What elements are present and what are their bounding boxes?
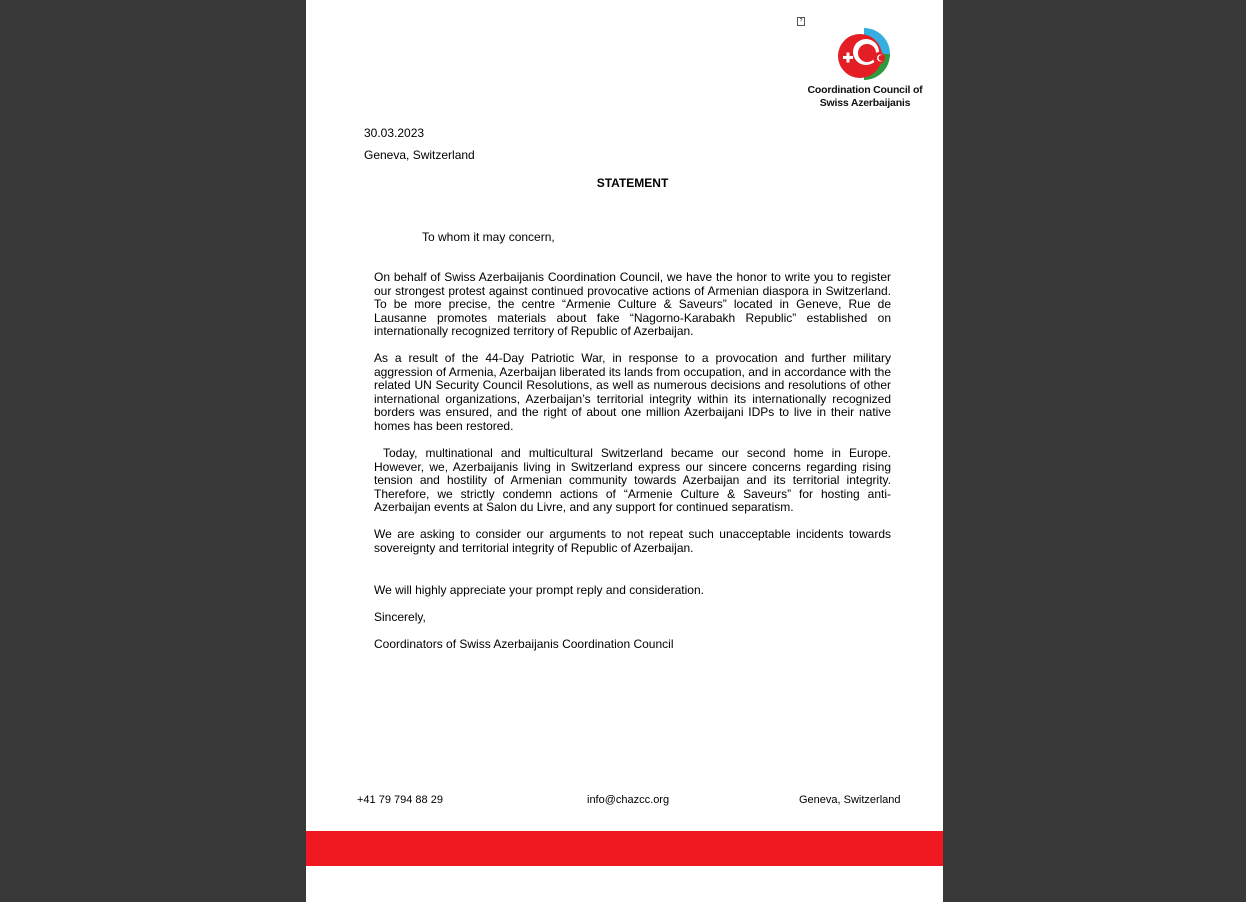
org-name-line1: Coordination Council of — [807, 84, 923, 96]
council-logo-icon — [834, 24, 894, 84]
viewer-background-left — [0, 0, 306, 902]
signature: Coordinators of Swiss Azerbaijanis Coordination Council — [374, 637, 674, 651]
org-name — [800, 84, 930, 110]
closing-line: We will highly appreciate your prompt reply and consideration. — [374, 583, 704, 597]
footer-email: info@chazcc.org — [587, 794, 670, 806]
paragraph-2: As a result of the 44-Day Patriotic War, in response to a provocation and further military aggression of Armenia, Azerbaijan liberated its lands from occupation, and in accordance with the related UN Security Council Resolutions, as well as numerous decisions and resolutions of other international organizations, Azerbaijan’s territorial integrity within its internationally recognized borders was ensured, and the right of about one million Azerbaijani IDPs to live in their native homes has been restored. — [374, 351, 891, 433]
footer-place: Geneva, Switzerland — [799, 794, 901, 806]
org-name-line2: Swiss Azerbaijanis — [819, 97, 911, 109]
document-page[interactable] — [306, 0, 943, 902]
viewer-background-right — [943, 0, 1246, 902]
footer-red-band — [306, 831, 943, 866]
page-title: STATEMENT — [596, 176, 669, 190]
paragraph-1: On behalf of Swiss Azerbaijanis Coordination Council, we have the honor to write you to register our strongest protest against continued provocative actions of Armenian diaspora in Switzerland. To be more precise, the centre “Armenie Culture & Saveurs” located in Geneve, Rue de Lausanne promotes materials about fake “Nagorno-Karabakh Republic” established on internationally recognized territory of Republic of Azerbaijan. — [374, 270, 891, 338]
salutation: To whom it may concern, — [422, 230, 555, 244]
footer-phone: +41 79 794 88 29 — [357, 794, 443, 806]
image-placeholder-icon: ? — [797, 17, 805, 26]
paragraph-4: We are asking to consider our arguments to not repeat such unacceptable incidents towards sovereignty and territorial integrity of Republic of Azerbaijan. — [374, 527, 891, 555]
paragraph-3: Today, multinational and multicultural Switzerland became our second home in Europe. However, we, Azerbaijanis living in Switzerland express our sincere concerns regarding rising tension and hostility of Armenian community towards Azerbaijan and its territorial integrity. Therefore, we strictly condemn actions of “Armenie Culture & Saveurs” for hosting anti-Azerbaijan events at Salon du Livre, and any support for continued separatism. — [374, 446, 891, 514]
letter-place: Geneva, Switzerland — [364, 148, 475, 162]
letter-date: 30.03.2023 — [364, 126, 425, 140]
sign-off: Sincerely, — [374, 610, 426, 624]
